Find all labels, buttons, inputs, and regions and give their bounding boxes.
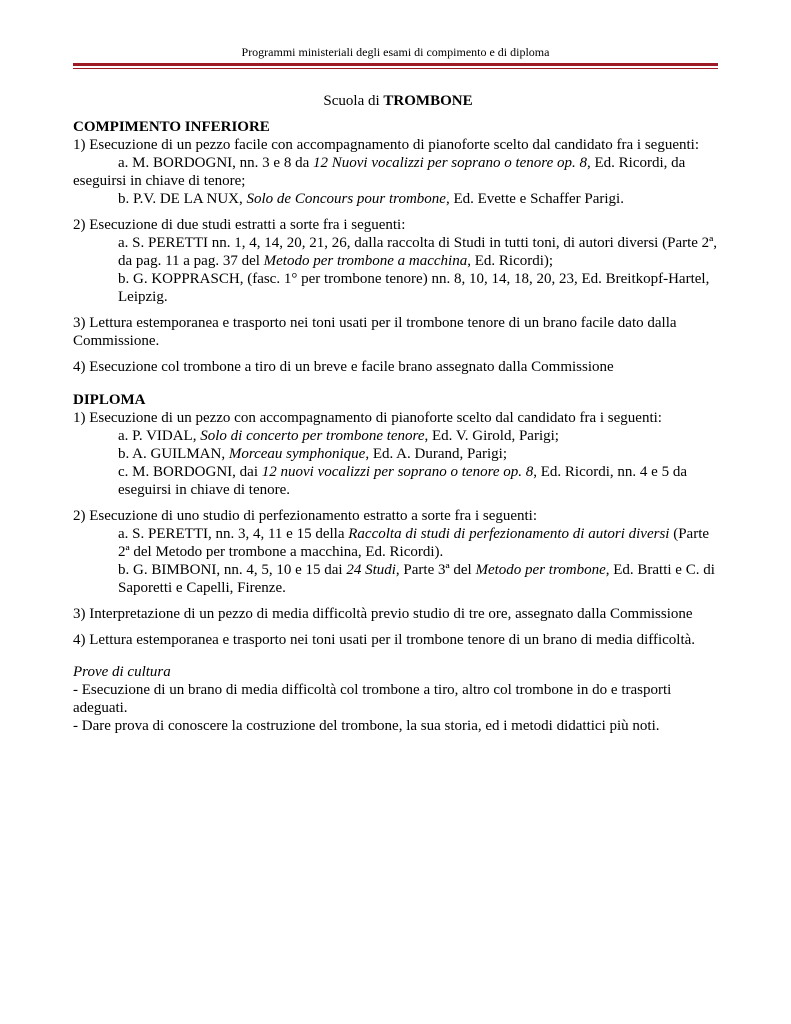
sub-item: a. S. PERETTI, nn. 3, 4, 11 e 15 della Raccolta di studi di perfezionamento di autori diversi (Parte 2ª del Metodo per trombone a macchina, Ed. Ricordi). bbox=[118, 526, 710, 560]
item-text: 2) Esecuzione di due studi estratti a sorte fra i seguenti: bbox=[73, 217, 406, 233]
work-title: 24 Studi bbox=[346, 562, 396, 578]
inferiore-item-4: 4) Esecuzione col trombone a tiro di un breve e facile brano assegnato dalla Commissione bbox=[73, 359, 614, 375]
work-title: Morceau symphonique bbox=[228, 446, 366, 462]
work-title: Solo de Concours pour trombone bbox=[246, 191, 446, 207]
sub-item: a. S. PERETTI nn. 1, 4, 14, 20, 21, 26, dalla raccolta di Studi in tutti toni, di autori diversi (Parte 2ª, da pag. 11 a pag. 37 del Metodo per trombone a macchina, Ed. Ricordi); bbox=[118, 235, 718, 269]
culture-line-2: - Dare prova di conoscere la costruzione del trombone, la sua storia, ed i metodi didattici più noti. bbox=[73, 718, 660, 734]
work-title: Metodo per trombone bbox=[475, 562, 606, 578]
diploma-item-2 bbox=[73, 507, 723, 597]
culture-line-1: - Esecuzione di un brano di media difficoltà col trombone a tiro, altro col trombone in do e trasporti adeguati. bbox=[73, 682, 672, 716]
sub-item: b. G. KOPPRASCH, (fasc. 1° per trombone tenore) nn. 8, 10, 14, 18, 20, 23, Ed. Breitkopf-Hartel, Leipzig. bbox=[118, 271, 710, 305]
inferiore-item-3: 3) Lettura estemporanea e trasporto nei toni usati per il trombone tenore di un brano facile dato dalla Commissione. bbox=[73, 315, 677, 349]
sub-item: b. P.V. DE LA NUX, Solo de Concours pour trombone, Ed. Evette e Schaffer Parigi. bbox=[118, 191, 624, 207]
work-title: 12 Nuovi vocalizzi per soprano o tenore op. 8 bbox=[312, 155, 587, 171]
running-header: Programmi ministeriali degli esami di compimento e di diploma bbox=[241, 45, 550, 59]
inferiore-item-2 bbox=[73, 216, 723, 306]
item-text: 1) Esecuzione di un pezzo facile con accompagnamento di pianoforte scelto dal candidato fra i seguenti: bbox=[73, 137, 699, 153]
diploma-item-1 bbox=[73, 409, 723, 499]
header-rule-thick bbox=[73, 63, 718, 66]
item-text: 1) Esecuzione di un pezzo con accompagnamento di pianoforte scelto dal candidato fra i seguenti: bbox=[73, 410, 662, 426]
item-text: 2) Esecuzione di uno studio di perfezionamento estratto a sorte fra i seguenti: bbox=[73, 508, 538, 524]
page-title: Scuola di TROMBONE bbox=[323, 93, 473, 109]
work-title: Raccolta di studi di perfezionamento di autori diversi bbox=[348, 526, 670, 542]
diploma-item-3: 3) Interpretazione di un pezzo di media difficoltà previo studio di tre ore, assegnato dalla Commissione bbox=[73, 606, 693, 622]
instrument-name: TROMBONE bbox=[383, 93, 473, 109]
sub-item: b. A. GUILMAN, Morceau symphonique, Ed. A. Durand, Parigi; bbox=[118, 446, 507, 462]
sub-item: a. M. BORDOGNI, nn. 3 e 8 da 12 Nuovi vocalizzi per soprano o tenore op. 8, Ed. Ricordi, da eseguirsi in chiave di tenore; bbox=[73, 155, 686, 189]
section-heading-culture: Prove di cultura bbox=[73, 664, 171, 680]
work-title: Metodo per trombone a macchina bbox=[263, 253, 468, 269]
work-title: Solo di concerto per trombone tenore bbox=[200, 428, 425, 444]
sub-item: b. G. BIMBONI, nn. 4, 5, 10 e 15 dai 24 Studi, Parte 3ª del Metodo per trombone, Ed. Bratti e C. di Saporetti e Capelli, Firenze. bbox=[118, 562, 715, 596]
diploma-item-4: 4) Lettura estemporanea e trasporto nei toni usati per il trombone tenore di un brano di media difficoltà. bbox=[73, 632, 696, 648]
section-heading-diploma: DIPLOMA bbox=[73, 392, 146, 408]
sub-item: c. M. BORDOGNI, dai 12 nuovi vocalizzi per soprano o tenore op. 8, Ed. Ricordi, nn. 4 e 5 da eseguirsi in chiave di tenore. bbox=[118, 464, 687, 498]
sub-item: a. P. VIDAL, Solo di concerto per trombone tenore, Ed. V. Girold, Parigi; bbox=[118, 428, 559, 444]
document-body bbox=[73, 92, 723, 735]
inferiore-item-1 bbox=[73, 136, 723, 208]
section-heading-inferiore: COMPIMENTO INFERIORE bbox=[73, 119, 270, 135]
work-title: 12 nuovi vocalizzi per soprano o tenore op. 8 bbox=[261, 464, 534, 480]
header-rule-thin bbox=[73, 68, 718, 69]
